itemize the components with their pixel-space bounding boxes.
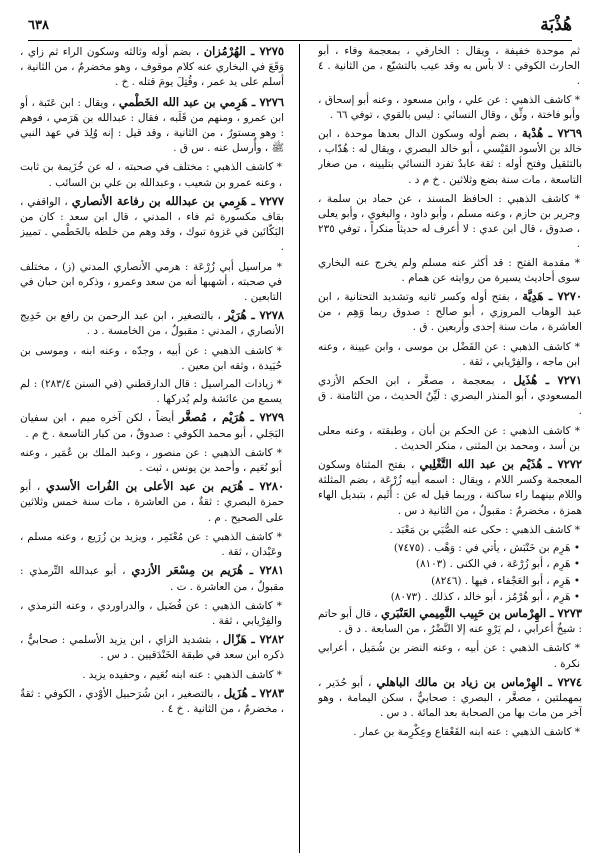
biography-entry: [20, 632, 284, 663]
running-title: هُذْبَة: [540, 15, 572, 35]
annotation-note: * مقدمة الفتح : قد أكثر عنه مسلم ولم يخرج عنه البخاري سوى أحاديث يسيرة من روايته عن همام .: [318, 256, 580, 284]
entry-heading: ٧٢٧٢ ـ هُذَيْم بن عبد الله التَّغْلِبي: [419, 457, 582, 472]
biography-entry: [20, 44, 284, 91]
cross-reference-item: • هَرِم ، أبو زُرْعَة ، في الكنى . (٨١٠٣): [415, 558, 580, 571]
biography-entry: [20, 563, 284, 594]
continued-text: ثم موحدة خفيفة ، ويقال : الخارفي ، بمعجمة وفاء ، أبو الحارث الكوفي : لا بأس به وقد عيب بالتشيّع ، من الثانية . ٤ .: [318, 45, 580, 88]
annotation-note: * كاشف الذهبي : عنه ابنه القَعْقاع وعِكْرِمة بن عمار .: [353, 726, 580, 739]
entry-text: ، أبو عبدالله التِّرمذي : مقبولٌ ، من العاشرة . ت .: [20, 565, 284, 593]
annotation-note: * كاشف الذهبي : عن أبيه ، وجدّه ، وعنه ابنه ، وموسى بن حُيَيدة ، وثقه ابن معين .: [20, 344, 282, 372]
annotation-note: * كاشف الذهبي : عن منصور ، وعبد الملك بن عُمَير ، وعنه أبو نُعَيم ، وأحمد بن يونس ، ثبت .: [20, 446, 282, 475]
entry-text: ، بضم أوله وثالثه وسكون الراء ثم زاي ، وَقَعَ في البخاري عنه كلام موقوف ، وهو مخضرمٌ ، من الثانية ، أسلم على يد عمر ، وقُتِلَ يومَ قتله . خ .: [20, 46, 284, 89]
annotation-note: * كاشف الذهبي : عنه ابنه نُعَيم ، وحفيده يزيد .: [82, 668, 282, 681]
entry-heading: ٧٢٧٨ ـ هُرَيْر: [224, 308, 284, 323]
biography-entry: [318, 606, 582, 637]
entry-text: ، بالتصغير ، ابن عبد الرحمن بن رافع بن خَدِيج الأنصاري ، المدني : مقبولٌ ، من الخامسة . د .: [20, 310, 284, 338]
entry-heading: ٧٢٧٠ ـ هَدِيَّة: [522, 289, 582, 304]
biography-entry: [318, 289, 582, 336]
biography-entry: [20, 479, 284, 526]
entry-text: ، بضم أوله وسكون الدال بعدها موحدة ، ابن خالد بن الأسود القَيْسي ، أبو خالد البصري ، ويقال له : هُدّاب ، بالتثقيل وفتح أوله : ثقة عابدٌ تفرد النسائي بتليينه ، من صغار التاسعة ، مات سنة بضع وثلاثين . خ م د .: [318, 128, 582, 186]
entry-text: ، قال أبو حاتم : شيخٌ أعرابي ، لم يَرْوِ عنه إلا النَّضْرُ ، من السابعة . د ق .: [318, 607, 582, 636]
entry-heading: ٧٢٧٧ ـ هَرِمي بن عبدالله بن رفاعة الأنصاري: [71, 193, 284, 208]
annotation-note: * كاشف الذهبي : عن علي ، وابن مسعود ، وعنه أبو إسحاق ، وأبو فاختة ، وثِّق ، وقال النسائي : ليس بالقوي ، توفي ٦٦ .: [318, 93, 580, 121]
biography-entry: [318, 675, 582, 722]
entry-text: ، بفتح المثناة وسكون المعجمة وكسر اللام ، ويقال : اسمه أبيه زُرْعَة ، بضم المثلثة واللام بينهما راء ساكنة ، وربما قيل له عن : أُثَيم ، بتبديل الهاء همزة ، مخضرمٌ : مقبولٌ ، من الثانية د س .: [318, 459, 582, 517]
entry-text: ، بتشديد الزاي ، ابن يزيد الأسلمي : صحابيٌّ ، ذكره ابن سعد في طبقة الخَنْدَقيين . د س .: [20, 634, 284, 662]
page-header: [28, 12, 572, 38]
annotation-note: * كاشف الذهبي : عن أبيه ، وعنه النضر بن شُمَيل ، أعرابي نكرة .: [318, 642, 580, 670]
entry-text: ، بمعجمة ، مصغَّر ، ابن الحكم الأزدي المسعودي ، أبو المنذر البصري : لَيِّنُ الحديث ، من الثامنة . ق .: [318, 375, 582, 418]
entry-heading: ٧٢٧٥ ـ الهُرْمُزان: [203, 44, 284, 58]
entry-text: ، الواقفي ، بقاف مكسورة ثم فاء ، المدني ، قال ابن سعد : كان من البَكّائين في غزوة تبوك ، وقد وهم من خلطه بالخَطْمي . تمييز .: [20, 195, 284, 254]
entry-heading: ٧٢٧٩ ـ هُرَيْم ، مُصغَّر: [179, 410, 284, 425]
cross-reference-item: • هَرِم ، أبو العَجْفاء ، فيها . (٨٢٤٦): [431, 574, 580, 587]
annotation-note: * زيادات المراسيل : قال الدارقطني (في السنن ٢٨٣/٤) : لم يسمع من عائشة ولم يُدركها .: [20, 378, 282, 406]
biography-entry: [20, 95, 284, 157]
entry-heading: ٧٢٨٠ ـ هُرَيم بن عبد الأعلى بن الفُرات الأسدي: [45, 479, 284, 494]
annotation-note: * مراسيل أبي زُرْعَة : هرمي الأنصاري المدني (ز) ، مختلف في صحبته ، أشهبها أنه من سعد وعمرو ، وذكره ابن حبان في التابعين .: [20, 260, 282, 304]
cross-reference-item: • هَرِم ، أبو هُرْمُز ، أبو خالد ، كذلك . (٨٠٧٣): [390, 590, 580, 603]
entry-heading: ٧٢٨١ ـ هُرَيم بن مِسْعَر الأزدي: [131, 563, 284, 578]
biography-entry: [20, 308, 284, 339]
biography-entry: [318, 457, 582, 519]
entry-heading: ٧٢٧٦ ـ هَرِمي بن عبد الله الخَطْمي: [118, 94, 284, 109]
entry-heading: ٧٢٦٩ ـ هُدْبة: [521, 126, 582, 141]
biography-entry: [20, 410, 284, 441]
entry-text: ، بالتصغير ، ابن شُرَحبيل الأوْدي ، الكوفي : ثقةٌ ، مخضرمٌ ، من الثانية . خ ٤ .: [20, 687, 284, 715]
biography-entry: [318, 126, 582, 188]
entry-heading: ٧٢٧٤ ـ الهِرْماس بن زياد بن مالك الباهلي: [376, 674, 582, 689]
column-divider: [299, 44, 300, 853]
biography-entry: [318, 373, 582, 420]
annotation-note: * كاشف الذهبي : عن فُضَيل ، والدراوردي ، وعنه الترمذي ، والفِرْيابي ، ثقة .: [20, 599, 282, 627]
annotation-note: * كاشف الذهبي : الحافظ المسند ، عن حماد بن سلمة ، وجرير بن حازم ، وعنه مسلم ، وأبو داود ، والبغوي ، وأبو يعلى ، صدوق ، قال ابن عدي : لا أعرف له حديثاً منكراً ، توفي ٢٣٥ .: [318, 192, 580, 251]
cross-reference-item: • هَرِم بن خَنْبَش ، يأتي في : وَهْب . (٧٤٧٥): [393, 542, 580, 555]
entry-heading: ٧٢٨٢ ـ هَزّال: [222, 632, 284, 647]
annotation-note: * كاشف الذهبي : عن مُعْتَمِر ، ويزيد بن زُرَيع ، وعنه مسلم ، وعَبْدان ، ثقة .: [20, 530, 282, 559]
annotation-note: * كاشف الذهبي : عن الحكم بن أبان ، وطبقته ، وعنه معلى بن أسد ، ومحمد بن المثنى ، منكر الحديث .: [318, 424, 580, 452]
biography-entry: [20, 686, 284, 717]
entry-text: ، بفتح أوله وكسر ثانيه وتشديد التحتانية ، ابن عبد الوهاب المروزي ، أبو صالح : صدوق ربما وَهِم ، من العاشرة ، مات سنة إحدى وأربعين . ق .: [318, 291, 582, 334]
annotation-note: * كاشف الذهبي : عن الفَضْل بن موسى ، وابن عيينة ، وعنه ابن ماجه ، والفِرْيابي ، ثقة .: [318, 340, 580, 368]
entry-heading: ٧٢٧٣ ـ الهِرْماس بن حَبِيب التَّمِيمي العَنْبَري: [381, 605, 582, 620]
annotation-note: * كاشف الذهبي : حكى عنه الصُّبَي بن مَعْبَد .: [389, 523, 580, 536]
biography-entry: [20, 194, 284, 256]
left-column: [20, 44, 284, 855]
entry-heading: ٧٢٧١ ـ هُذَيل: [513, 373, 582, 388]
header-rule: [28, 40, 572, 41]
entry-text: ، ويقال : ابن عَتَبة ، أو ابن عمرو ، ومنهم من قَلَبه ، فقال : عبدالله بن هَرَمي ، فوهم : وهو مستورٌ ، من الثانية ، وقد قيل : إنه وُلِدَ في عهد النبي ﷺ ، وأُرسل عنه . س ق .: [20, 96, 284, 155]
entry-text: ، أبو حمزة البصري : ثقةٌ ، من العاشرة ، مات سنة خمس وثلاثين على الصحيح . م .: [20, 481, 284, 524]
right-column: [318, 44, 582, 855]
annotation-note: * كاشف الذهبي : مختلف في صحبته ، له عن خُزَيمة بن ثابت ، وعنه عمرو بن شعيب ، وعبدالله بن علي بن السائب .: [20, 161, 282, 189]
entry-heading: ٧٢٨٣ ـ هُزَيل: [223, 685, 284, 700]
page-number: ٦٣٨: [28, 17, 49, 33]
entry-text: ، أبو حُدَير ، بمهملتين ، مصغَّر ، البصري : صحابيٌّ ، سكن اليمامة ، وهو آخر من مات بها من الصحابة بعد المائة . د س .: [318, 676, 582, 720]
entry-text: أيضاً ، لكن آخره ميم ، ابن سفيان البَجَلي ، أبو محمد الكوفي : صدوقٌ ، من كبار التاسعة . خ م .: [20, 412, 284, 440]
